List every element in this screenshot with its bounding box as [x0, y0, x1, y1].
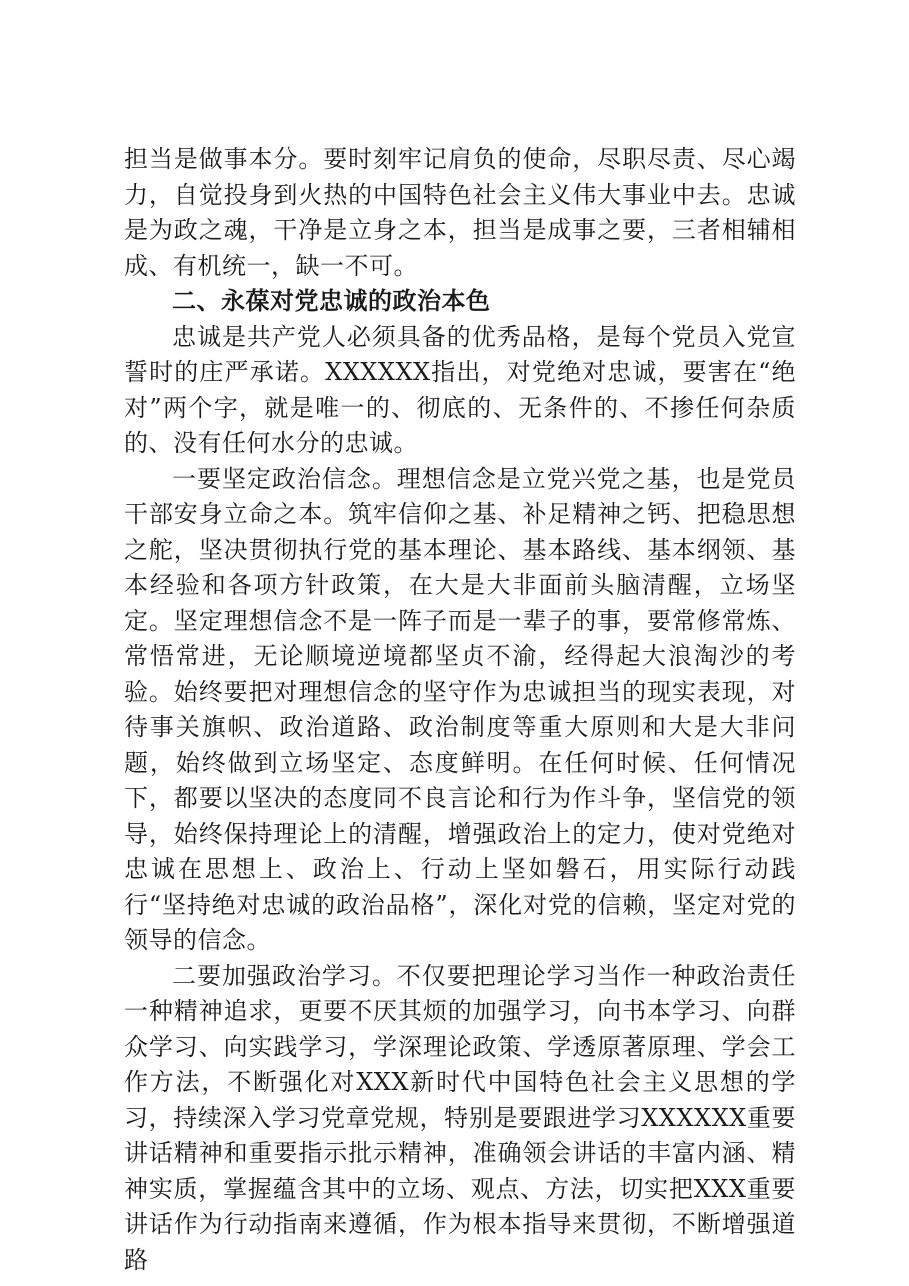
paragraph-continuation: 担当是做事本分。要时刻牢记肩负的使命，尽职尽责、尽心竭力，自觉投身到火热的中国特色社会主义伟大事业中去。忠诚是为政之魂，干净是立身之本，担当是成事之要，三者相辅相成、有机统一，缺一不可。	[124, 145, 796, 280]
section-heading: 二、永葆对党忠诚的政治本色	[172, 287, 491, 315]
document-body	[124, 142, 796, 1278]
paragraph-loyalty-intro: 忠诚是共产党人必须具备的优秀品格，是每个党员入党宣誓时的庄严承诺。XXXXXX指出，对党绝对忠诚，要害在“绝对”两个字，就是唯一的、彻底的、无条件的、不掺任何杂质的、没有任何水分的忠诚。	[124, 322, 796, 457]
paragraph-political-study: 二要加强政治学习。不仅要把理论学习当作一种政治责任一种精神追求，更要不厌其烦的加强学习，向书本学习、向群众学习、向实践学习，学深理论政策、学透原著原理、学会工作方法，不断强化对XXX新时代中国特色社会主义思想的学习，持续深入学习党章党规，特别是要跟进学习XXXXXX重要讲话精神和重要指示批示精神，准确领会讲话的丰富内涵、精神实质，掌握蕴含其中的立场、观点、方法，切实把XXX重要讲话作为行动指南来遵循，作为根本指导来贯彻，不断增强道路	[124, 961, 796, 1274]
paragraph-political-belief: 一要坚定政治信念。理想信念是立党兴党之基，也是党员干部安身立命之本。筑牢信仰之基、补足精神之钙、把稳思想之舵，坚决贯彻执行党的基本理论、基本路线、基本纲领、基本经验和各项方针政策，在大是大非面前头脑清醒，立场坚定。坚定理想信念不是一阵子而是一辈子的事，要常修常炼、常悟常进，无论顺境逆境都坚贞不渝，经得起大浪淘沙的考验。始终要把对理想信念的坚守作为忠诚担当的现实表现，对待事关旗帜、政治道路、政治制度等重大原则和大是大非问题，始终做到立场坚定、态度鲜明。在任何时候、任何情况下，都要以坚决的态度同不良言论和行为作斗争，坚信党的领导，始终保持理论上的清醒，增强政治上的定力，使对党绝对忠诚在思想上、政治上、行动上坚如磐石，用实际行动践行“坚持绝对忠诚的政治品格”，深化对党的信赖，坚定对党的领导的信念。	[124, 464, 796, 954]
